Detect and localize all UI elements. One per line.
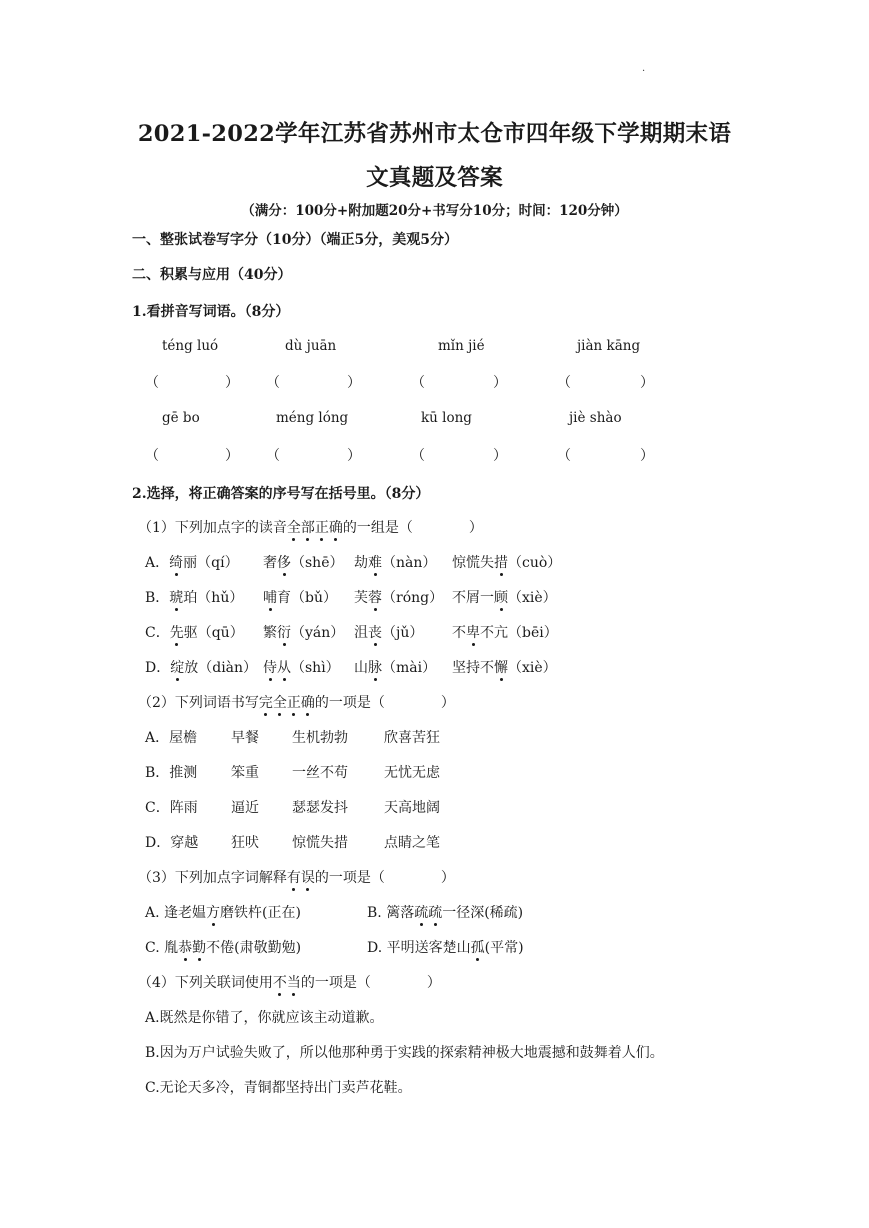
q2-title: 2.选择，将正确答案的序号写在括号里。（8分） xyxy=(132,486,430,502)
opt-text: （yán） xyxy=(291,625,345,641)
opt-text: 磨铁杵(正在) xyxy=(220,905,301,921)
q2-4-option-b: B.因为万户试验失败了，所以他那种勇于实践的探索精神极大地震撼和鼓舞着人们。 xyxy=(145,1045,664,1061)
answer-blank-close: ） xyxy=(493,448,507,464)
answer-blank-close: ） xyxy=(493,375,507,391)
header-mark: · xyxy=(642,66,646,77)
opt-text: 狂吠 xyxy=(231,835,259,851)
pinyin-3: mǐn jié xyxy=(438,338,485,354)
opt-text: 驱（qū） xyxy=(183,625,244,641)
opt-text: D. 平明送客楚山 xyxy=(367,940,471,956)
dotted-char: 恭 xyxy=(178,937,192,957)
stem-text: （2）下列词语书写 xyxy=(138,695,259,711)
dotted-char: 措 xyxy=(494,552,508,572)
opt-text: （shì） xyxy=(291,660,340,676)
opt-text: 不屑一 xyxy=(452,590,494,606)
opt-text: A. 逢老媪 xyxy=(145,905,207,921)
dotted-char: 确 xyxy=(329,517,343,537)
stem-text: 的一项是（ ） xyxy=(314,695,455,711)
pinyin-1: téng luó xyxy=(162,338,219,354)
opt-text: (平常) xyxy=(484,940,524,956)
dotted-char: 部 xyxy=(301,517,315,537)
opt-text: 繁 xyxy=(263,625,277,641)
opt-text: 生机勃勃 xyxy=(292,730,348,746)
dotted-char: 哺 xyxy=(263,587,277,607)
dotted-char xyxy=(414,905,442,921)
opt-text: D． xyxy=(145,660,171,676)
emphasis-dots xyxy=(287,870,315,886)
dotted-char: 从 xyxy=(277,657,291,677)
pinyin-8: jiè shào xyxy=(569,410,622,426)
dotted-char: 侈 xyxy=(277,552,291,572)
q2-4-option-c: C.无论天多冷，青铜都坚持出门卖芦花鞋。 xyxy=(145,1080,412,1096)
dotted-char xyxy=(178,940,206,956)
opt-text: 不亢（bēi） xyxy=(480,625,558,641)
answer-blank-open: （ xyxy=(266,448,280,464)
opt-text: 沮 xyxy=(354,625,368,641)
pinyin-5: gē bo xyxy=(162,410,200,426)
dotted-char: 孤 xyxy=(471,937,485,957)
dotted-char: 顾 xyxy=(494,587,508,607)
stem-text: 的一项是（ ） xyxy=(314,870,455,886)
opt-text: 芙 xyxy=(354,590,368,606)
opt-text: 劫 xyxy=(354,555,368,571)
dotted-char: 先 xyxy=(170,622,184,642)
dotted-char: 勤 xyxy=(192,937,206,957)
answer-blank-close: ） xyxy=(347,448,361,464)
dotted-char: 蓉 xyxy=(368,587,382,607)
opt-text: 早餐 xyxy=(231,730,259,746)
opt-text: 珀（hǔ） xyxy=(183,590,244,606)
dotted-char: 绽 xyxy=(170,657,184,677)
doc-title-line2: 文真题及答案 xyxy=(366,165,503,191)
answer-blank-open: （ xyxy=(266,375,280,391)
dotted-char: 有 xyxy=(287,867,301,887)
dotted-char: 方 xyxy=(206,902,220,922)
answer-blank-open: （ xyxy=(557,375,571,391)
dotted-char: 脉 xyxy=(368,657,382,677)
score-info: （满分：100分+附加题20分+书写分10分；时间：120分钟） xyxy=(241,203,628,219)
opt-text: 点睛之笔 xyxy=(384,835,440,851)
opt-text: A．屋檐 xyxy=(145,730,198,746)
opt-text: C． xyxy=(145,625,170,641)
opt-text: 坚持不 xyxy=(452,660,494,676)
answer-blank-open: （ xyxy=(557,448,571,464)
dotted-char: 全 xyxy=(273,692,287,712)
opt-text: 一丝不苟 xyxy=(292,765,348,781)
opt-text: （cuò） xyxy=(508,555,562,571)
answer-blank-close: ） xyxy=(347,375,361,391)
q1-title: 1.看拼音写词语。（8分） xyxy=(132,304,290,320)
dotted-char: 疏 xyxy=(414,902,428,922)
dotted-char: 不 xyxy=(273,972,287,992)
emphasis-dots xyxy=(273,975,301,991)
opt-text: （róng） xyxy=(382,590,444,606)
dotted-char: 卑 xyxy=(466,622,480,642)
opt-text: 育（bǔ） xyxy=(277,590,337,606)
dotted-char: 全 xyxy=(287,517,301,537)
dotted-char: 完 xyxy=(259,692,273,712)
stem-text: 的一组是（ ） xyxy=(342,520,483,536)
dotted-char: 琥 xyxy=(169,587,183,607)
opt-text: D．穿越 xyxy=(145,835,199,851)
opt-text: （xiè） xyxy=(508,590,557,606)
opt-text: 丽（qí） xyxy=(183,555,239,571)
opt-text: 瑟瑟发抖 xyxy=(292,800,348,816)
section-2-heading: 二、积累与应用（40分） xyxy=(132,267,292,283)
answer-blank-open: （ xyxy=(145,375,159,391)
opt-text: （shē） xyxy=(291,555,344,571)
opt-text: C. 胤 xyxy=(145,940,179,956)
answer-blank-close: ） xyxy=(225,375,239,391)
answer-blank-close: ） xyxy=(640,448,654,464)
opt-text: B. 篱落 xyxy=(367,905,415,921)
stem-text: 的一项是（ ） xyxy=(300,975,441,991)
opt-text: （nàn） xyxy=(382,555,437,571)
dotted-char: 当 xyxy=(287,972,301,992)
q2-2-stem xyxy=(138,692,455,712)
opt-text: C．阵雨 xyxy=(145,800,198,816)
opt-text: 天高地阔 xyxy=(384,800,440,816)
opt-text: （jǔ） xyxy=(382,625,424,641)
dotted-char: 难 xyxy=(368,552,382,572)
q2-3-stem xyxy=(138,867,455,887)
opt-text: 山 xyxy=(354,660,368,676)
opt-text: 一径深(稀疏) xyxy=(442,905,524,921)
opt-text: B．推测 xyxy=(145,765,198,781)
answer-blank-close: ） xyxy=(225,448,239,464)
dotted-char: 疏 xyxy=(428,902,442,922)
opt-text: A． xyxy=(145,555,170,571)
q2-4-stem xyxy=(138,972,441,992)
dotted-char: 误 xyxy=(301,867,315,887)
stem-text: （4）下列关联词使用 xyxy=(138,975,273,991)
answer-blank-open: （ xyxy=(145,448,159,464)
opt-text: 欣喜苦狂 xyxy=(384,730,440,746)
answer-blank-open: （ xyxy=(411,375,425,391)
opt-text: 惊慌失措 xyxy=(292,835,348,851)
opt-text: 笨重 xyxy=(231,765,259,781)
dotted-char: 正 xyxy=(287,692,301,712)
opt-text: B． xyxy=(145,590,170,606)
answer-blank-close: ） xyxy=(640,375,654,391)
q2-1-stem xyxy=(138,517,483,537)
pinyin-2: dù juān xyxy=(285,338,337,354)
dotted-char: 侍 xyxy=(263,657,277,677)
stem-text: （3）下列加点字词解释 xyxy=(138,870,287,886)
opt-text: 不倦(肃敬勤勉) xyxy=(206,940,302,956)
doc-title-line1: 2021-2022学年江苏省苏州市太仓市四年级下学期期末语 xyxy=(137,121,732,147)
opt-text: （xiè） xyxy=(508,660,557,676)
dotted-char: 正 xyxy=(315,517,329,537)
dotted-char: 懈 xyxy=(494,657,508,677)
opt-text: 不 xyxy=(452,625,466,641)
dotted-char: 确 xyxy=(301,692,315,712)
dotted-char: 丧 xyxy=(368,622,382,642)
q2-4-option-a: A.既然是你错了，你就应该主动道歉。 xyxy=(145,1010,384,1026)
emphasis-dots xyxy=(287,520,343,536)
opt-text: 放（diàn） xyxy=(184,660,258,676)
section-1-heading: 一、整张试卷写字分（10分）（端正5分，美观5分） xyxy=(132,232,458,248)
dotted-char: 衍 xyxy=(277,622,291,642)
dotted-char xyxy=(263,660,291,676)
opt-text: 逼近 xyxy=(231,800,259,816)
pinyin-6: méng lóng xyxy=(276,410,349,426)
opt-text: （mài） xyxy=(382,660,437,676)
dotted-char: 绮 xyxy=(169,552,183,572)
opt-text: 惊慌失 xyxy=(452,555,494,571)
emphasis-dots xyxy=(259,695,315,711)
pinyin-7: kū long xyxy=(421,410,472,426)
pinyin-4: jiàn kāng xyxy=(577,338,641,354)
stem-text: （1）下列加点字的读音 xyxy=(138,520,287,536)
opt-text: 奢 xyxy=(263,555,277,571)
answer-blank-open: （ xyxy=(411,448,425,464)
opt-text: 无忧无虑 xyxy=(384,765,440,781)
